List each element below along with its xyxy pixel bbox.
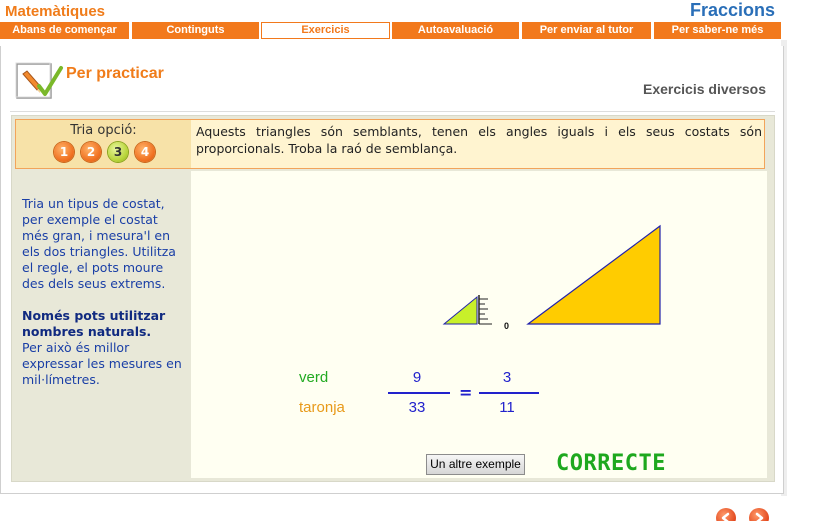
instruction-box [15, 119, 765, 169]
practice-title: Per practicar [66, 65, 164, 82]
option-1-button[interactable]: 1 [54, 142, 74, 162]
top-navigation [0, 22, 781, 39]
tab-exercicis[interactable]: Exercicis [261, 22, 390, 39]
ruler-zero-label: 0 [504, 321, 510, 331]
fraction1-numerator: 9 [412, 369, 422, 386]
ruler[interactable] [479, 295, 492, 324]
help-paragraph: Tria un tipus de costat, per exemple el costat més gran, i mesura'l en els dos triangles. Utilitza el regle, el pots moure des dels seus extrems. [22, 196, 176, 291]
pencil-check-icon [15, 60, 65, 102]
fraction1-bar [388, 392, 450, 394]
instruction-text: Aquests triangles són semblants, tenen els angles iguals i els seus costats són proporcionals. Troba la raó de semblança. [196, 124, 762, 156]
option-selector [16, 120, 191, 168]
prev-arrow-icon[interactable] [716, 508, 736, 521]
fraction2-bar [479, 392, 539, 394]
small-triangle [444, 297, 477, 324]
app-title: Matemàtiques [5, 3, 106, 20]
exercise-heading: Exercicis diversos [643, 81, 766, 97]
section-title: Fraccions [689, 0, 775, 20]
work-area [191, 171, 767, 478]
tab-per-saber-ne-mes[interactable]: Per saber-ne més [654, 22, 781, 39]
ratio-label-taronja: taronja [299, 399, 345, 416]
tab-per-enviar-al-tutor[interactable]: Per enviar al tutor [522, 22, 651, 39]
large-triangle [528, 226, 660, 324]
fraction1-denominator: 33 [408, 399, 426, 416]
triangles-figure [191, 171, 767, 478]
option-2-button[interactable]: 2 [81, 142, 101, 162]
tab-continguts[interactable]: Continguts [132, 22, 259, 39]
option-label: Tria opció: [70, 123, 137, 138]
equals-sign: = [459, 383, 473, 402]
next-arrow-icon[interactable] [749, 508, 769, 521]
help-paragraph-2: Per això és millor expressar les mesures en mil·límetres. [22, 340, 182, 387]
help-bold-note: Només pots utilitzar nombres naturals. [22, 308, 166, 339]
option-4-button[interactable]: 4 [135, 142, 155, 162]
option-3-button[interactable]: 3 [108, 142, 128, 162]
help-text [22, 196, 187, 388]
ratio-label-verd: verd [299, 369, 329, 386]
tab-autoavaluacio[interactable]: Autoavaluació [392, 22, 519, 39]
fraction2-numerator: 3 [502, 369, 512, 386]
tab-abans-de-comencar[interactable]: Abans de començar [0, 22, 129, 39]
divider [10, 111, 775, 112]
fraction2-denominator: 11 [499, 399, 515, 416]
another-example-button[interactable]: Un altre exemple [426, 454, 525, 475]
result-correct-text: CORRECTE [556, 451, 666, 476]
